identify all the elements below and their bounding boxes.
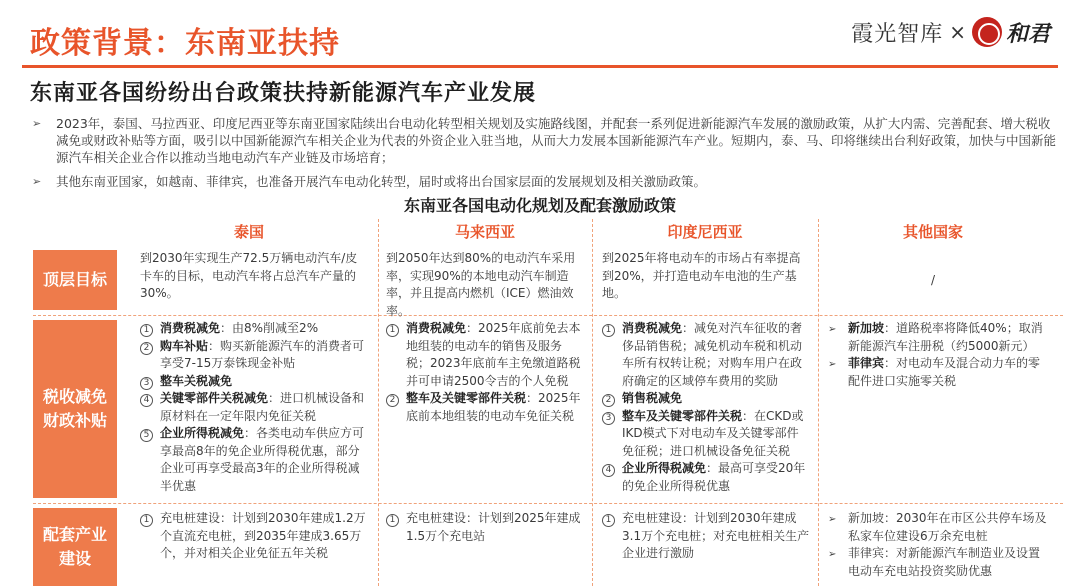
item-text: ：购买新能源汽车的消费者可享受7-15万泰铢现金补贴 [160,338,365,370]
bullet-text: 其他东南亚国家，如越南、菲律宾，也准备开展汽车电动化转型，届时或将出台国家层面的发展规划及相关激励政策。 [56,174,707,189]
row-label-infrastructure [33,508,117,586]
cell-indonesia-goal: 到2025年将电动车的市场占有率提高到20%，并打造电动车电池的生产基地。 [602,251,801,300]
list-item [602,510,810,563]
list-item [386,320,584,390]
triangle-bullet-icon: ➢ [828,549,837,560]
item-head: 整车及关键零部件关税 [406,391,527,405]
item-text: ：道路税率将降低40%；取消新能源汽车注册税（约5000新元） [848,321,1043,353]
list-item [140,338,368,373]
item-head: 关键零部件关税减免 [160,391,269,405]
list-item [828,545,1050,580]
item-head: 企业所得税减免 [160,426,245,440]
item-head: 整车关税减免 [160,373,233,388]
intro-bullet [30,115,1060,166]
item-head: 消费税减免 [160,321,221,335]
column-header-thailand: 泰国 [233,223,264,241]
list-item [386,390,584,425]
cell-malaysia-goal: 到2050年达到80%的电动汽车采用率，实现90%的本地电动汽车制造率，并且提高内燃机（ICE）燃油效率。 [386,251,576,318]
item-head: 消费税减免 [406,321,467,335]
hejun-seal-icon [972,17,1002,47]
brand-logos [851,12,1050,52]
number-badge: 1 [140,324,153,337]
list-item [386,510,584,545]
cell-other-tax [828,320,1050,390]
item-text: 充电桩建设：计划到2030年建成1.2万个直流充电桩，到2035年建成3.65万个，并对相关企业免征五年关税 [160,511,366,560]
brand-xiaguang-logo: 霞光智库 [851,21,944,47]
item-text: ：减免对汽车征收的奢侈品销售税；减免机动车税和机动车所有权转让税；对购车用户在政府确定的区域停车费用的奖励 [622,321,803,388]
number-badge: 1 [602,324,615,337]
cell-other-infra [828,510,1050,580]
list-item [140,373,368,391]
item-text: 新加坡：2030年在市区公共停车场及私家车位建设6万余充电桩 [848,511,1047,543]
header-divider [22,65,1058,68]
intro-bullets [30,115,1060,197]
list-item [828,355,1050,390]
cell-malaysia-tax [386,320,584,425]
item-text: ：2025年底前免去本地组装的电动车的销售及服务税；2023年底前车主免缴道路税并可申请2500令吉的个人免税 [406,321,581,388]
item-head: 消费税减免 [622,321,683,335]
column-header-other: 其他国家 [902,223,963,241]
cell-thailand-goal: 到2030年实现生产72.5万辆电动汽车/皮卡车的目标，电动汽车将占总汽车产量的30%。 [140,251,358,300]
item-text: ：对电动车及混合动力车的零配件进口实施零关税 [848,356,1041,388]
brand-hejun-logo: 和君 [1005,21,1050,47]
row-divider [33,503,1063,504]
triangle-bullet-icon: ➢ [828,514,837,525]
item-text: 充电桩建设：计划到2030年建成3.1万个充电桩；对充电桩相关生产企业进行激励 [622,511,810,560]
item-text: ：最高可享受20年的免企业所得税优惠 [622,461,806,493]
page-subtitle: 东南亚各国纷纷出台政策扶持新能源汽车产业发展 [30,81,537,106]
item-head: 购车补贴 [160,338,209,353]
list-item [602,408,810,461]
number-badge: 1 [386,324,399,337]
item-text: ：2025年底前本地组装的电动车免征关税 [406,391,581,423]
list-item [828,320,1050,355]
item-text: ：进口机械设备和原材料在一定年限内免征关税 [160,391,365,423]
cell-thailand-infra [140,510,368,563]
row-label-tax-subsidy [33,320,117,498]
list-item [140,390,368,425]
item-head: 销售税减免 [622,391,683,405]
number-badge: 5 [140,429,153,442]
cell-thailand-tax [140,320,368,495]
column-divider [378,219,379,586]
page-header [0,0,1080,70]
number-badge: 1 [602,514,615,527]
arrow-bullet-icon: ➢ [32,175,42,188]
item-head: 企业所得税减免 [622,461,707,475]
list-item [140,320,368,338]
cell-other-goal: / [930,273,936,287]
column-divider [592,219,593,586]
number-badge: 2 [602,394,615,407]
number-badge: 2 [386,394,399,407]
list-item [828,510,1050,545]
row-label-text: 顶层目标 [42,270,107,289]
number-badge: 2 [140,342,153,355]
cell-indonesia-tax [602,320,810,495]
item-head: 新加坡 [848,321,885,335]
triangle-bullet-icon: ➢ [828,324,837,335]
number-badge: 3 [602,412,615,425]
number-badge: 3 [140,377,153,390]
list-item [602,460,810,495]
page-title: 政策背景：东南亚扶持 [30,26,340,61]
column-header-malaysia: 马来西亚 [454,223,515,241]
item-head: 菲律宾 [848,356,885,370]
triangle-bullet-icon: ➢ [828,359,837,370]
row-label-text: 建设 [58,549,91,568]
column-header-indonesia: 印度尼西亚 [667,223,743,241]
row-label-text: 财政补贴 [42,411,107,430]
item-text: 充电桩建设：计划到2025年建成1.5万个充电站 [406,511,581,543]
cell-malaysia-infra [386,510,584,545]
item-text: ：由8%削减至2% [220,321,319,335]
number-badge: 1 [386,514,399,527]
number-badge: 4 [140,394,153,407]
list-item [602,390,810,408]
row-label-top-goal [33,250,117,310]
table-title: 东南亚各国电动化规划及配套激励政策 [403,196,676,215]
intro-bullet [30,173,1060,190]
number-badge: 1 [140,514,153,527]
row-label-text: 配套产业 [42,525,107,544]
cell-indonesia-infra [602,510,810,563]
number-badge: 4 [602,464,615,477]
item-head: 整车及关键零部件关税 [622,408,743,423]
list-item [140,510,368,563]
row-label-text: 税收减免 [42,387,107,406]
arrow-bullet-icon: ➢ [32,117,42,130]
item-text: ：在CKD或IKD模式下对电动车及关键零部件免征税；进口机械设备免征关税 [622,408,804,458]
list-item [602,320,810,390]
item-text: 菲律宾：对新能源汽车制造业及设置电动车充电站投资奖励优惠 [848,546,1041,578]
item-text: ：各类电动车供应方可享最高8年的免企业所得税优惠，部分企业可再享受最高3年的企业所得税减半优惠 [160,426,365,493]
brand-times-sign: × [949,20,966,44]
list-item [140,425,368,495]
bullet-text: 2023年，泰国、马拉西亚、印度尼西亚等东南亚国家陆续出台电动化转型相关规划及实施路线图，并配套一系列促进新能源汽车发展的激励政策，从扩大内需、完善配套、增大税收减免或财政补贴等方面，吸引以中国新能源汽车相关企业为代表的外资企业入驻当地，从而大力发展本国新能源汽车产业。短期内，泰、马、印将继续出台利好政策，加快与中国新能源汽车相关企业合作以推动当地电动汽车产业链及市场培育； [56,116,1057,165]
